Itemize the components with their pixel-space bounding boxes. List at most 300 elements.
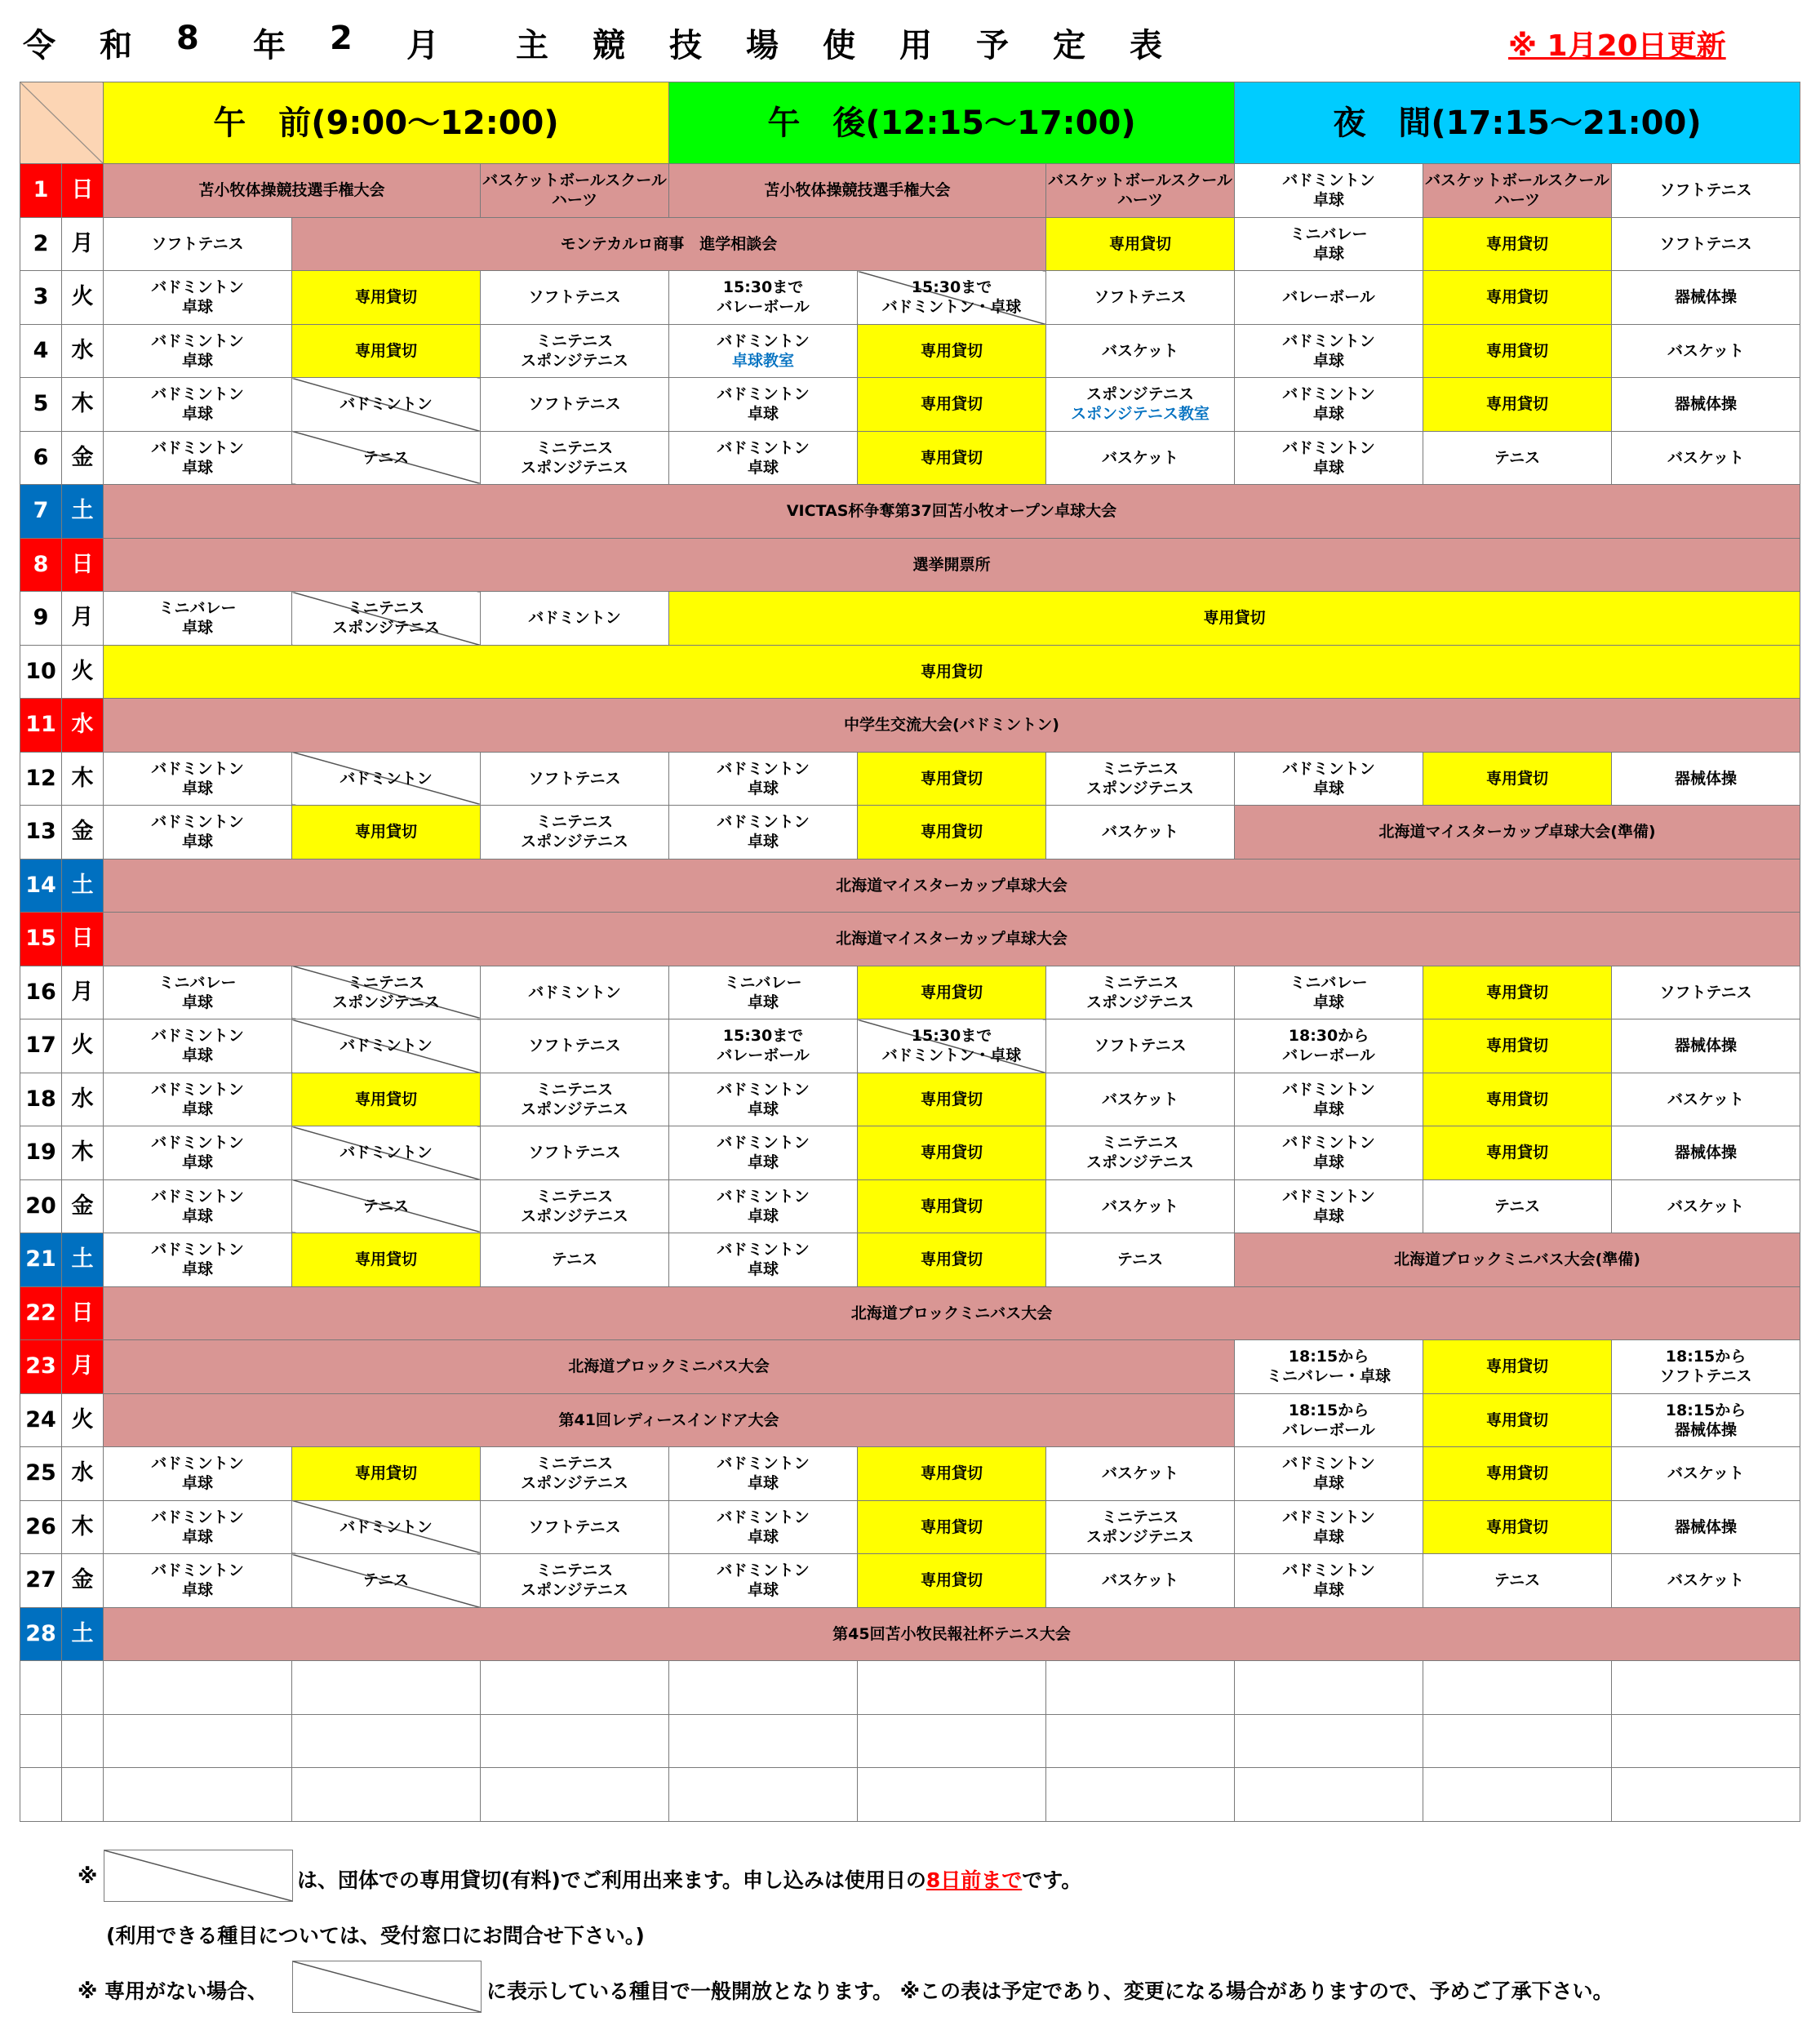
cell-text: 卓球 — [747, 458, 779, 477]
cell-text: 卓球 — [181, 298, 213, 317]
cell-text: ミニテニス — [1101, 1508, 1179, 1526]
cell-text: バドミントン — [340, 1517, 433, 1536]
title-char: 月 — [406, 27, 439, 64]
schedule-row — [20, 966, 1800, 1019]
cell-text: ミニテニス — [535, 331, 614, 350]
schedule-cell — [104, 1447, 292, 1501]
cell-text: バドミントン — [151, 1187, 244, 1206]
schedule-cell — [104, 1019, 292, 1073]
day-of-week — [62, 1768, 104, 1822]
title-text — [23, 20, 1206, 66]
cell-text: バドミントン・卓球 — [881, 1046, 1022, 1065]
cell-text: 北海道マイスターカップ卓球大会 — [836, 876, 1068, 895]
day-number: 6 — [20, 431, 62, 485]
schedule-cell — [669, 1714, 858, 1768]
title-char: 令 — [23, 27, 55, 64]
schedule-row — [20, 645, 1800, 699]
reserved-cell — [292, 1447, 481, 1501]
schedule-row — [20, 1233, 1800, 1287]
event-cell — [104, 859, 1800, 913]
cell-text: 第45回苫小牧民報社杯テニス大会 — [832, 1624, 1071, 1643]
cell-text: スポンジテニス — [521, 1099, 628, 1118]
cell-text: 専用貸切 — [920, 1144, 983, 1162]
cell-text: 専用貸切 — [1485, 1464, 1548, 1483]
cell-text: ソフトテニス — [1659, 983, 1752, 1002]
reserved-cell — [292, 324, 481, 378]
title-char: 主 — [516, 27, 548, 64]
cell-text: 専用貸切 — [920, 1517, 983, 1536]
cell-text: ミニテニス — [1101, 973, 1179, 992]
event-cell — [292, 217, 1046, 271]
event-cell — [104, 1286, 1800, 1340]
day-number: 9 — [20, 592, 62, 646]
cell-text: バドミントン — [340, 769, 433, 788]
cell-text: 卓球 — [1312, 779, 1344, 797]
cell-text: 卓球 — [181, 351, 213, 370]
cell-text: 15:30まで — [911, 1027, 992, 1046]
cell-text: 北海道ブロックミニバス大会 — [850, 1304, 1053, 1322]
cell-text: 卓球 — [1312, 1206, 1344, 1225]
cell-text: 専用貸切 — [354, 823, 417, 842]
schedule-cell — [104, 592, 292, 646]
schedule-cell — [481, 1500, 669, 1554]
cell-text: 専用貸切 — [354, 341, 417, 360]
schedule-row — [20, 538, 1800, 592]
cell-text: 専用貸切 — [920, 823, 983, 842]
cell-text: 専用貸切 — [920, 1250, 983, 1269]
cell-text: 専用貸切 — [920, 1571, 983, 1590]
day-of-week — [62, 1661, 104, 1715]
schedule-cell — [1235, 1554, 1423, 1608]
schedule-cell — [1612, 1714, 1800, 1768]
cell-text: ソフトテニス — [151, 234, 244, 253]
cell-text: 専用貸切 — [920, 1090, 983, 1108]
schedule-cell — [292, 1714, 481, 1768]
private-rental-cell — [292, 752, 481, 806]
day-of-week: 水 — [62, 1447, 104, 1501]
cell-text: 卓球 — [1312, 458, 1344, 477]
cell-text: 専用貸切 — [354, 1090, 417, 1108]
day-of-week: 土 — [62, 1607, 104, 1661]
cell-text: ソフトテニス — [528, 1037, 621, 1055]
schedule-cell — [481, 1661, 669, 1715]
cell-text: 卓球 — [747, 405, 779, 424]
legend-diagonal-box-1 — [104, 1850, 293, 1902]
schedule-cell — [1612, 164, 1800, 218]
cell-text: ミニテニス — [535, 1187, 614, 1206]
cell-text: 卓球 — [747, 1581, 779, 1600]
private-rental-cell — [292, 1500, 481, 1554]
schedule-cell — [1612, 1340, 1800, 1394]
day-of-week: 水 — [62, 699, 104, 753]
cell-text: 専用貸切 — [354, 1464, 417, 1483]
schedule-cell — [1235, 378, 1423, 432]
event-cell — [104, 538, 1800, 592]
cell-text: バスケット — [1101, 341, 1179, 360]
schedule-cell — [1235, 217, 1423, 271]
schedule-cell — [481, 431, 669, 485]
schedule-cell — [104, 1554, 292, 1608]
cell-text: 18:30から — [1288, 1027, 1369, 1046]
cell-text: テニス — [1116, 1250, 1164, 1269]
cell-text: ミニテニス — [1101, 759, 1179, 778]
footer-mark-3: ※ 専用がない場合、 — [78, 1979, 269, 2003]
cell-text: ソフトテニス — [528, 1517, 621, 1536]
schedule-cell — [481, 378, 669, 432]
schedule-cell — [1612, 1554, 1800, 1608]
private-rental-cell — [858, 1019, 1046, 1073]
cell-text: スポンジテニス — [332, 993, 440, 1011]
schedule-cell — [858, 1768, 1046, 1822]
schedule-cell — [1235, 1393, 1423, 1447]
private-rental-cell — [292, 1126, 481, 1180]
cell-text: スポンジテニス — [1086, 779, 1194, 797]
schedule-cell — [104, 1500, 292, 1554]
cell-text: 卓球 — [747, 1260, 779, 1279]
cell-text: バドミントン — [717, 385, 810, 404]
event-cell — [1235, 1233, 1800, 1287]
cell-text: バドミントン — [340, 395, 433, 414]
schedule-cell — [481, 1233, 669, 1287]
schedule-cell — [104, 1714, 292, 1768]
cell-text: バドミントン — [717, 1455, 810, 1473]
reserved-cell — [1423, 1447, 1612, 1501]
cell-text: バドミントン — [1282, 171, 1375, 190]
cell-text: バドミントン — [528, 609, 621, 628]
cell-text: バドミントン — [717, 1187, 810, 1206]
schedule-cell — [481, 806, 669, 860]
schedule-cell — [481, 1126, 669, 1180]
schedule-cell — [1235, 1447, 1423, 1501]
cell-text: バドミントン — [151, 1027, 244, 1046]
schedule-row — [20, 1286, 1800, 1340]
cell-text: バドミントン — [717, 438, 810, 457]
reserved-cell — [1423, 324, 1612, 378]
schedule-cell — [1046, 752, 1235, 806]
schedule-cell — [104, 431, 292, 485]
cell-text: バスケット — [1101, 1571, 1179, 1590]
cell-text: バドミントン — [717, 1080, 810, 1099]
day-of-week: 日 — [62, 913, 104, 966]
cell-text: スポンジテニス — [1086, 1153, 1194, 1172]
day-of-week: 火 — [62, 1019, 104, 1073]
cell-text: バドミントン — [717, 1241, 810, 1259]
footer-line-3: に表示している種目で一般開放となります。 ※この表は予定であり、変更になる場合がありますので、予めご了承下さい。 — [486, 1979, 1614, 2003]
cell-text: 卓球 — [1312, 1099, 1344, 1118]
private-rental-cell — [292, 966, 481, 1019]
schedule-cell — [669, 1661, 858, 1715]
cell-text: 中学生交流大会(バドミントン) — [844, 716, 1059, 735]
cell-text: 器械体操 — [1674, 1037, 1737, 1055]
schedule-row — [20, 1607, 1800, 1661]
cell-text: テニス — [1494, 1197, 1541, 1215]
reserved-cell — [104, 645, 1800, 699]
schedule-cell — [1423, 1554, 1612, 1608]
cell-text: バドミントン — [1282, 331, 1375, 350]
schedule-cell — [1046, 1500, 1235, 1554]
schedule-row — [20, 913, 1800, 966]
reserved-cell — [1423, 217, 1612, 271]
day-number: 15 — [20, 913, 62, 966]
schedule-cell — [481, 271, 669, 325]
day-of-week: 金 — [62, 806, 104, 860]
day-of-week: 木 — [62, 1500, 104, 1554]
schedule-cell — [1046, 1554, 1235, 1608]
cell-text: バドミントン — [340, 1144, 433, 1162]
schedule-cell — [1612, 1179, 1800, 1233]
schedule-cell — [1046, 1179, 1235, 1233]
schedule-cell — [104, 806, 292, 860]
schedule-cell — [1612, 1019, 1800, 1073]
cell-text: 器械体操 — [1674, 769, 1737, 788]
cell-text: 卓球 — [747, 1474, 779, 1493]
day-of-week: 土 — [62, 859, 104, 913]
cell-text: 専用貸切 — [1485, 395, 1548, 414]
day-of-week: 土 — [62, 485, 104, 539]
cell-text: バスケット — [1667, 341, 1745, 360]
schedule-cell — [104, 217, 292, 271]
schedule-row — [20, 1340, 1800, 1394]
cell-text: 器械体操 — [1674, 288, 1737, 307]
schedule-cell — [669, 752, 858, 806]
reserved-cell — [858, 1447, 1046, 1501]
schedule-row — [20, 1019, 1800, 1073]
cell-text: 卓球 — [181, 458, 213, 477]
event-cell — [104, 699, 1800, 753]
cell-text: バドミントン — [151, 1561, 244, 1580]
cell-text: ミニバレー — [724, 973, 802, 992]
cell-text: 専用貸切 — [1485, 288, 1548, 307]
cell-text: ミニテニス — [535, 438, 614, 457]
schedule-cell — [1046, 1126, 1235, 1180]
cell-text: ソフトテニス — [1659, 234, 1752, 253]
cell-text: 15:30まで — [911, 278, 992, 297]
private-rental-cell — [292, 592, 481, 646]
schedule-row — [20, 699, 1800, 753]
cell-text: ハーツ — [551, 191, 598, 210]
cell-text: 専用貸切 — [920, 983, 983, 1002]
schedule-row — [20, 1661, 1800, 1715]
cell-text: 北海道マイスターカップ卓球大会 — [836, 930, 1068, 948]
cell-text: バドミントン — [528, 983, 621, 1002]
day-number — [20, 1768, 62, 1822]
cell-text: 専用貸切 — [920, 1464, 983, 1483]
day-of-week: 日 — [62, 1286, 104, 1340]
day-number: 11 — [20, 699, 62, 753]
schedule-cell — [1612, 752, 1800, 806]
schedule-cell — [1612, 1126, 1800, 1180]
cell-text: テニス — [1494, 448, 1541, 467]
schedule-cell — [292, 1661, 481, 1715]
day-of-week: 木 — [62, 378, 104, 432]
schedule-cell — [104, 324, 292, 378]
cell-text: 専用貸切 — [1485, 1410, 1548, 1429]
schedule-cell — [104, 1179, 292, 1233]
cell-text: 器械体操 — [1674, 1517, 1737, 1536]
schedule-cell — [1235, 1661, 1423, 1715]
cell-text: バスケット — [1667, 1197, 1745, 1215]
schedule-cell — [104, 1233, 292, 1287]
cell-text: 専用貸切 — [1485, 1357, 1548, 1376]
cell-text: スポンジテニス — [521, 351, 628, 370]
cell-text: バドミントン — [1282, 1080, 1375, 1099]
cell-text: バドミントン — [151, 1241, 244, 1259]
schedule-cell — [481, 752, 669, 806]
schedule-cell — [104, 1073, 292, 1126]
schedule-row — [20, 324, 1800, 378]
cell-text: バドミントン — [151, 278, 244, 297]
day-of-week: 月 — [62, 592, 104, 646]
cell-text: モンテカルロ商事 進学相談会 — [560, 234, 778, 253]
day-number: 19 — [20, 1126, 62, 1180]
cell-text: バドミントン — [717, 1508, 810, 1526]
cell-text: 器械体操 — [1674, 1420, 1737, 1439]
schedule-cell — [1046, 1714, 1235, 1768]
schedule-row — [20, 485, 1800, 539]
cell-text: 18:15から — [1665, 1401, 1747, 1419]
private-rental-cell — [292, 378, 481, 432]
header-row — [20, 82, 1800, 164]
schedule-cell — [669, 966, 858, 1019]
schedule-cell — [1235, 1500, 1423, 1554]
title-char: 定 — [1053, 27, 1085, 64]
schedule-cell — [1612, 217, 1800, 271]
schedule-cell — [669, 1126, 858, 1180]
cell-text: 専用貸切 — [1485, 1144, 1548, 1162]
cell-text: ソフトテニス — [528, 288, 621, 307]
schedule-cell — [292, 1768, 481, 1822]
class-label: 卓球教室 — [731, 351, 794, 370]
cell-text: ソフトテニス — [1094, 288, 1187, 307]
header-afternoon: 午 後(12:15～17:00) — [669, 82, 1235, 164]
day-number: 14 — [20, 859, 62, 913]
schedule-cell — [669, 1447, 858, 1501]
day-of-week: 火 — [62, 645, 104, 699]
cell-text: 卓球 — [747, 1153, 779, 1172]
cell-text: バドミントン — [151, 759, 244, 778]
update-note: ※ 1月20日更新 — [1508, 29, 1726, 63]
cell-text: バレーボール — [717, 298, 810, 317]
day-of-week — [62, 1714, 104, 1768]
cell-text: 選挙開票所 — [912, 555, 991, 574]
day-number: 21 — [20, 1233, 62, 1287]
private-rental-cell — [292, 1179, 481, 1233]
event-cell — [1423, 164, 1612, 218]
cell-text: バスケットボールスクール — [1048, 171, 1232, 190]
schedule-cell — [1423, 1768, 1612, 1822]
schedule-cell — [481, 1073, 669, 1126]
schedule-row — [20, 378, 1800, 432]
cell-text: スポンジテニス — [521, 1474, 628, 1493]
schedule-cell — [481, 1447, 669, 1501]
reserved-cell — [1423, 966, 1612, 1019]
cell-text: 卓球 — [1312, 351, 1344, 370]
footer-line-2: (利用できる種目については、受付窓口にお問合せ下さい。) — [106, 1924, 645, 1948]
title-char: 予 — [976, 27, 1009, 64]
cell-text: 専用貸切 — [1485, 341, 1548, 360]
cell-text: 卓球 — [747, 833, 779, 851]
day-number: 22 — [20, 1286, 62, 1340]
reserved-cell — [858, 1500, 1046, 1554]
cell-text: 卓球 — [181, 1206, 213, 1225]
cell-text: ハーツ — [1494, 191, 1541, 210]
schedule-cell — [1423, 431, 1612, 485]
reserved-cell — [858, 752, 1046, 806]
cell-text: バスケット — [1667, 448, 1745, 467]
cell-text: 卓球 — [1312, 244, 1344, 263]
cell-text: バドミントン — [151, 385, 244, 404]
cell-text: ミニテニス — [347, 973, 425, 992]
private-rental-cell — [858, 271, 1046, 325]
cell-text: バドミントン — [151, 331, 244, 350]
cell-text: 専用貸切 — [920, 341, 983, 360]
cell-text: 専用貸切 — [1485, 769, 1548, 788]
cell-text: 専用貸切 — [1203, 609, 1266, 628]
cell-text: 卓球 — [181, 1527, 213, 1546]
schedule-cell — [669, 1019, 858, 1073]
schedule-cell — [669, 271, 858, 325]
reserved-cell — [1423, 1019, 1612, 1073]
schedule-cell — [104, 271, 292, 325]
schedule-row — [20, 859, 1800, 913]
cell-text: バドミントン・卓球 — [881, 298, 1022, 317]
cell-text: バスケット — [1101, 1090, 1179, 1108]
schedule-cell — [858, 1661, 1046, 1715]
schedule-cell — [104, 378, 292, 432]
event-cell — [481, 164, 669, 218]
cell-text: 卓球 — [181, 1260, 213, 1279]
title-char: 場 — [746, 27, 779, 64]
cell-text: バスケット — [1101, 448, 1179, 467]
day-number: 7 — [20, 485, 62, 539]
event-cell — [669, 164, 1046, 218]
day-number — [20, 1661, 62, 1715]
cell-text: 15:30まで — [722, 1027, 804, 1046]
schedule-cell — [104, 1661, 292, 1715]
schedule-row — [20, 752, 1800, 806]
schedule-cell — [481, 1179, 669, 1233]
schedule-row — [20, 1554, 1800, 1608]
cell-text: バドミントン — [1282, 1561, 1375, 1580]
schedule-cell — [1612, 1073, 1800, 1126]
cell-text: バレーボール — [1282, 1046, 1375, 1065]
schedule-cell — [1235, 1714, 1423, 1768]
day-of-week: 火 — [62, 1393, 104, 1447]
schedule-row — [20, 1768, 1800, 1822]
cell-text: 卓球 — [1312, 993, 1344, 1011]
schedule-cell — [1046, 806, 1235, 860]
day-number: 2 — [20, 217, 62, 271]
schedule-cell — [481, 1714, 669, 1768]
cell-text: 北海道ブロックミニバス大会(準備) — [1394, 1250, 1640, 1269]
private-rental-cell — [292, 1019, 481, 1073]
cell-text: バドミントン — [717, 813, 810, 832]
cell-text: 15:30まで — [722, 278, 804, 297]
reserved-cell — [1423, 1073, 1612, 1126]
day-number: 17 — [20, 1019, 62, 1073]
schedule-cell — [1235, 271, 1423, 325]
schedule-cell — [1046, 324, 1235, 378]
day-number: 8 — [20, 538, 62, 592]
cell-text: ミニテニス — [535, 1080, 614, 1099]
reserved-cell — [858, 966, 1046, 1019]
day-number — [20, 1714, 62, 1768]
schedule-row — [20, 217, 1800, 271]
cell-text: バドミントン — [717, 1134, 810, 1153]
reserved-cell — [858, 1179, 1046, 1233]
cell-text: テニス — [362, 1571, 410, 1590]
cell-text: バレーボール — [717, 1046, 810, 1065]
